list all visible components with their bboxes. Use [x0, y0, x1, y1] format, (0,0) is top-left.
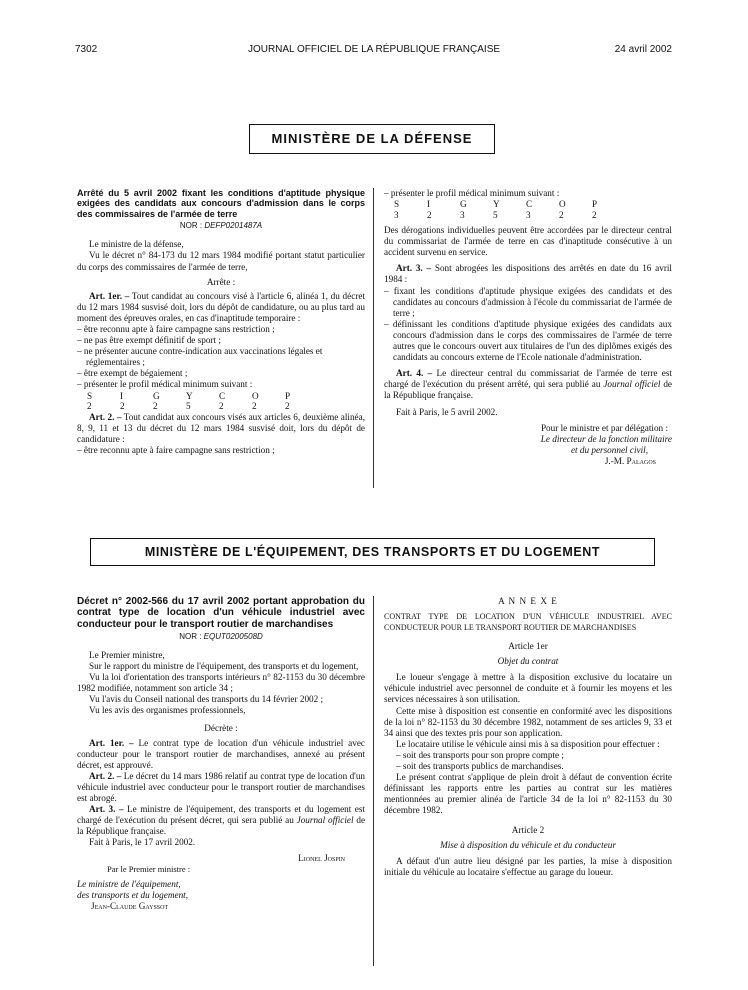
article-1 [77, 738, 365, 771]
article-2 [77, 412, 365, 445]
article-text: Le directeur central du commissariat de l'armée de terre est chargé de l'exécution du présent arrêté, qui sera publié au [384, 368, 673, 390]
list-item: – soit des transports pour son propre compte ; [396, 749, 564, 760]
signatory-name: Jean-Claude Gayssot [91, 900, 169, 911]
paragraph: Le locataire utilise le véhicule ainsi mis à sa disposition pour effectuer : [396, 738, 660, 749]
profile-value: 2 [559, 209, 564, 220]
annexe-heading: A N N E X E [498, 596, 558, 606]
profile-value: 2 [427, 209, 432, 220]
paragraph: Vu le décret n° 84-173 du 12 mars 1984 modifié portant statut particulier du corps des commissaires de l'armée de terre, [77, 250, 365, 272]
signature-line: Le ministre de l'équipement, [77, 878, 181, 889]
signature-line: Le directeur de la fonction militaire [540, 433, 672, 444]
paragraph: Le loueur s'engage à mettre à la disposition exclusive du locataire un véhicule industriel avec personnel de conduite et à fournir les moyens et les services nécessaires à son utilisation. [384, 672, 672, 705]
article-text: de la République française. [77, 815, 366, 837]
column-divider [373, 188, 374, 488]
arrete-title: Arrêté du 5 avril 2002 fixant les conditions d'aptitude physique exigées des candidats aux concours d'admission dans le corps des commissaires de l'armée de terre [77, 188, 365, 219]
signature-date: Fait à Paris, le 5 avril 2002. [396, 406, 498, 417]
article-label: Art. 4. – [396, 368, 433, 379]
signature-line: Par le Premier ministre : [107, 863, 191, 874]
article-text: Tout candidat au concours visé à l'article 6, alinéa 1, du décret du 12 mars 1984 susvisé doit, lors du dépôt de candidature, ou au plus tard au moment des épreuves orales, en cas d'inaptitude temporaire : [77, 290, 365, 323]
list-item: – soit des transports publics de marchandises. [396, 761, 564, 772]
profile-value: 2 [153, 401, 158, 412]
article-heading: Article 2 [511, 824, 545, 835]
article-2 [77, 771, 365, 804]
column-divider [373, 596, 374, 966]
list-item: – ne pas être exempt définitif de sport ; [77, 335, 221, 346]
nor-reference [77, 631, 365, 642]
paragraph: Sur le rapport du ministre de l'équipement, des transports et du logement, [89, 661, 359, 672]
paragraph: Le ministre de la défense, [89, 239, 184, 250]
profile-value: 3 [394, 209, 399, 220]
article-text: Le décret du 14 mars 1986 relatif au contrat type de location d'un véhicule industriel avec conducteur pour le transport routier de marchandises est abrogé. [77, 770, 366, 804]
paragraph: Cette mise à disposition est consentie en conformité avec les dispositions de la loi n° 82-1153 du 30 décembre 1982, notamment de ses articles 9, 33 et 34 ainsi que des textes pris pour son application. [384, 705, 672, 738]
article-text: Tout candidat aux concours visés aux articles 6, deuxième alinéa, 8, 9, 11 et 13 du décret du 12 mars 1984 susvisé doit, lors du dépôt de candidature : [77, 411, 365, 444]
article-text: Le contrat type de location d'un véhicule industriel avec conducteur pour le transport routier de marchandises, annexé au présent décret, est approuvé. [77, 737, 365, 770]
profile-letter: P [592, 199, 598, 210]
list-item: – présenter le profil médical minimum suivant : [77, 379, 253, 390]
list-item: – être reconnu apte à faire campagne sans restriction ; [77, 444, 275, 455]
profile-value: 2 [87, 401, 92, 412]
list-item: – fixant les conditions d'aptitude physique exigées des candidats et des candidates au concours d'admission à l'école du commissariat de l'armée de terre ; [384, 285, 672, 318]
profile-letter: C [219, 390, 226, 401]
list-item: – être reconnu apte à faire campagne sans restriction ; [77, 323, 275, 334]
article-label: Art. 3. – [89, 804, 124, 815]
profile-letter: O [252, 390, 259, 401]
list-item: – être exempt de bégaiement ; [77, 368, 188, 379]
article-label: Art. 1er. – [89, 737, 134, 748]
article-label: Art. 2. – [89, 411, 122, 422]
article-text: Sont abrogées les dispositions des arrêtés en date du 16 avril 1984 : [384, 263, 672, 285]
arrete-heading: Arrête : [206, 276, 236, 287]
profile-value: 3 [460, 209, 465, 220]
medical-profile-table [394, 199, 625, 220]
decret-title: Décret n° 2002-566 du 17 avril 2002 portant approbation du contrat type de location d'un véhicule industriel avec conducteur pour le transport routier de marchandises [77, 596, 365, 630]
signature-date: Fait à Paris, le 17 avril 2002. [89, 837, 196, 848]
ministry-title-text: MINISTÈRE DE L'ÉQUIPEMENT, DES TRANSPORTS ET DU LOGEMENT [144, 545, 601, 559]
journal-name: Journal officiel [296, 815, 354, 826]
profile-letter: Y [186, 390, 193, 401]
signature-line: Pour le ministre et par délégation : [540, 422, 668, 433]
signatory-name: J.-M. Palagos [604, 455, 656, 466]
profile-value: 2 [219, 401, 224, 412]
medical-profile-table [87, 391, 318, 412]
profile-letter: S [394, 199, 400, 210]
profile-value: 2 [592, 209, 597, 220]
nor-label: NOR : [179, 631, 202, 641]
profile-letter: O [559, 199, 566, 210]
list-item: – définissant les conditions d'aptitude physique exigées des candidats aux concours d'admission dans le corps des commissaires de l'armée de terre autres que le concours ouvert aux titulaires de l'un des diplômes exigés des candidats au concours externe de l'Ecole nationale d'administration. [384, 318, 672, 363]
profile-letter: P [285, 390, 291, 401]
paragraph: Vu les avis des organismes professionnels, [89, 705, 246, 716]
nor-code: EQUT0200508D [203, 631, 263, 641]
profile-value: 2 [120, 401, 125, 412]
decrete-heading: Décrète : [204, 722, 238, 733]
nor-code: DEFP0201487A [204, 221, 263, 231]
profile-value: 2 [285, 401, 290, 412]
ministry-title-defense [249, 124, 495, 154]
paragraph: A défaut d'un autre lieu désigné par les parties, la mise à disposition initiale du véhicule au locataire s'effectue au garage du loueur. [384, 855, 672, 877]
article-subheading: Objet du contrat [497, 656, 559, 667]
article-3 [384, 263, 672, 285]
profile-letter: G [153, 390, 160, 401]
article-3 [77, 804, 365, 837]
article-heading: Article 1er [508, 641, 548, 652]
profile-letter: C [526, 199, 533, 210]
article-4 [384, 368, 672, 401]
journal-name: Journal officiel [603, 379, 661, 390]
profile-value: 5 [186, 401, 191, 412]
paragraph: Vu l'avis du Conseil national des transports du 14 février 2002 ; [89, 694, 324, 705]
article-1 [77, 291, 365, 324]
equipement-right-column [384, 596, 672, 878]
article-label: Art. 2. – [89, 770, 122, 781]
profile-value: 5 [493, 209, 498, 220]
paragraph: Le Premier ministre, [89, 649, 165, 660]
profile-letter: I [120, 390, 124, 401]
page-number: 7302 [75, 44, 98, 55]
signature-line: des transports et du logement, [77, 889, 189, 900]
profile-value: 3 [526, 209, 531, 220]
profile-letter: Y [493, 199, 500, 210]
article-text: Le ministre de l'équipement, des transports et du logement est chargé de l'exécution du présent décret, qui sera publié au [77, 804, 366, 826]
issue-date: 24 avril 2002 [614, 44, 672, 55]
list-item: – présenter le profil médical minimum suivant : [384, 188, 560, 198]
nor-label: NOR : [179, 221, 203, 231]
article-text: de la République française. [384, 379, 672, 401]
signatory-name: Lionel Jospin [298, 852, 345, 863]
signature-line: et du personnel civil, [570, 444, 648, 455]
journal-title: JOURNAL OFFICIEL DE LA RÉPUBLIQUE FRANÇAISE [247, 44, 501, 55]
profile-value: 2 [252, 401, 257, 412]
profile-letter: I [427, 199, 431, 210]
article-label: Art. 1er. – [89, 290, 130, 301]
profile-letter: G [460, 199, 467, 210]
equipement-left-column [77, 596, 365, 912]
list-item: – ne présenter aucune contre-indication aux vaccinations légales et réglementaires ; [77, 346, 323, 368]
ministry-title-text: MINISTÈRE DE LA DÉFENSE [271, 131, 473, 146]
ministry-title-equipement [90, 538, 655, 566]
defense-right-column [384, 188, 672, 467]
article-label: Art. 3. – [396, 263, 432, 274]
paragraph: Des dérogations individuelles peuvent être accordées par le directeur central du commissariat de l'armée de terre en cas d'inaptitude consécutive à un accident survenu en service. [384, 225, 672, 258]
nor-reference [77, 220, 365, 231]
paragraph: Vu la loi d'orientation des transports intérieurs n° 82-1153 du 30 décembre 1982 modifiée, notamment son article 34 ; [77, 672, 365, 694]
paragraph: Le présent contrat s'applique de plein droit à défaut de convention écrite définissant les rapports entre les parties au contrat sur les matières mentionnées au premier alinéa de l'article 34 de la loi n° 82-1153 du 30 décembre 1982. [384, 772, 672, 816]
profile-letter: S [87, 390, 93, 401]
article-subheading: Mise à disposition du véhicule et du conducteur [440, 839, 616, 850]
contract-title: CONTRAT TYPE DE LOCATION D'UN VÉHICULE INDUSTRIEL AVEC CONDUCTEUR POUR LE TRANSPORT ROUTIER DE MARCHANDISES [384, 612, 672, 632]
defense-left-column [77, 188, 365, 456]
